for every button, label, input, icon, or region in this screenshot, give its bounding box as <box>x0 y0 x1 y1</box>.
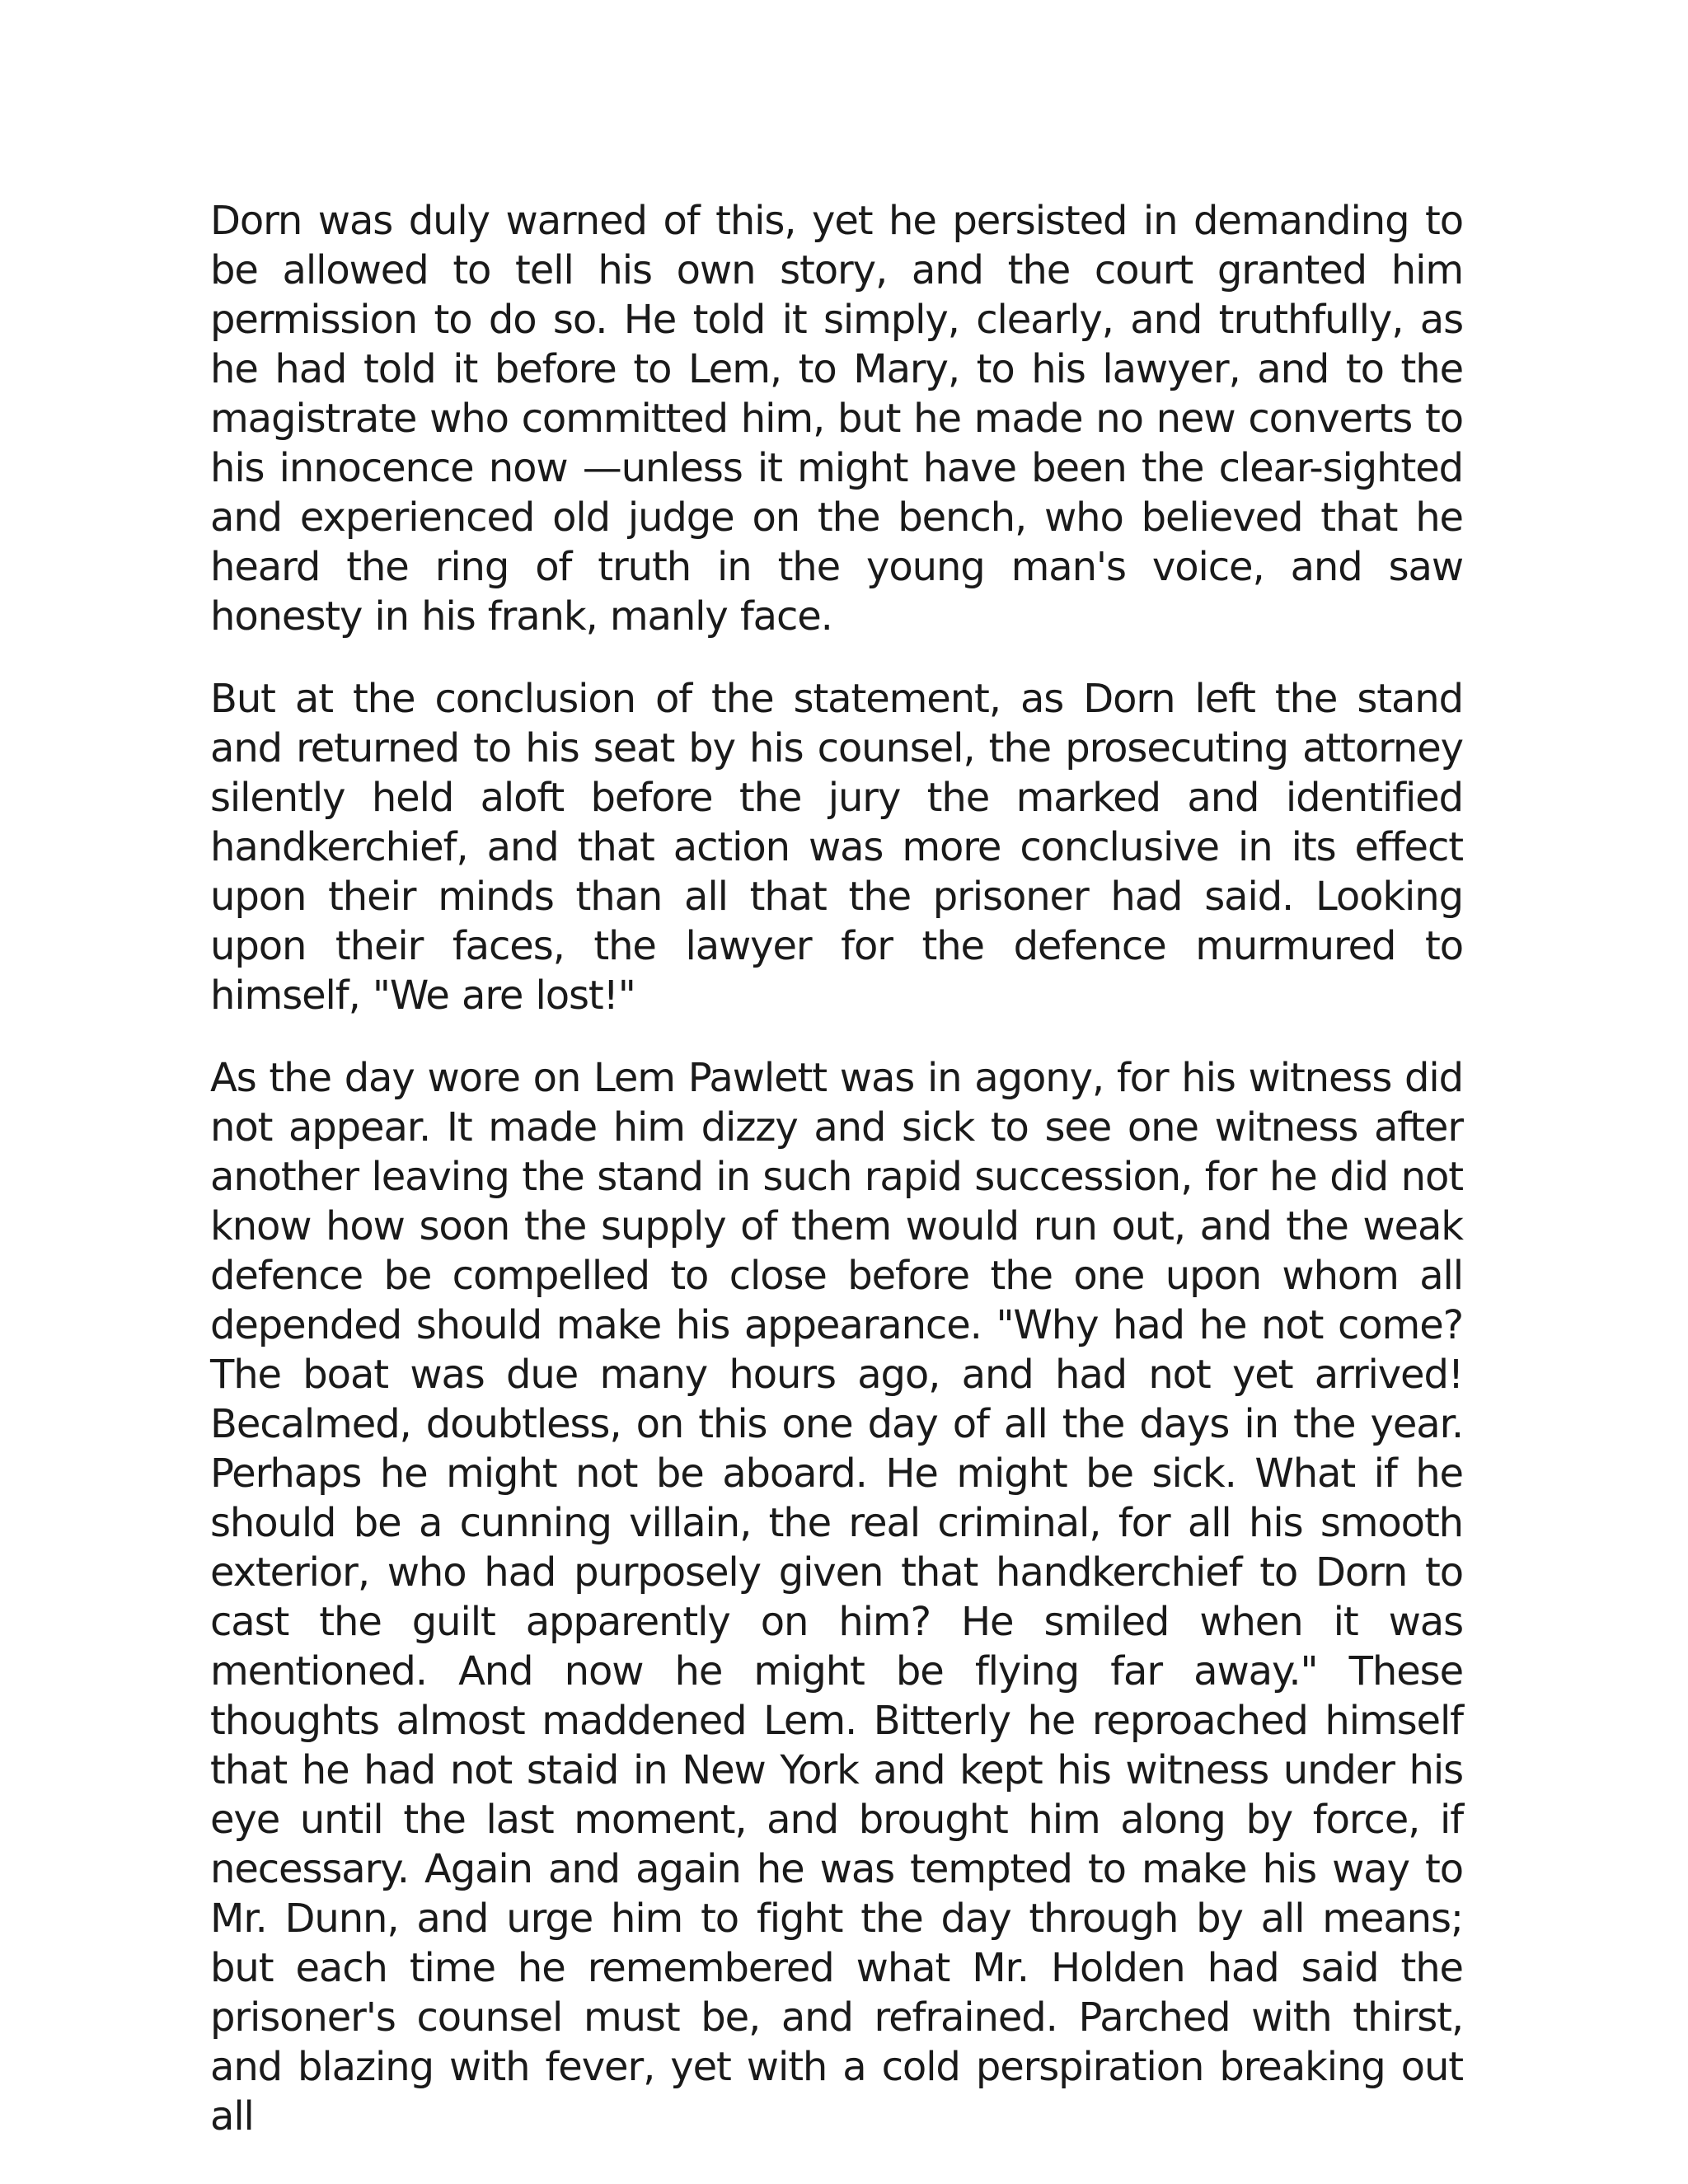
paragraph-2: But at the conclusion of the statement, as Dorn left the stand and returned to his seat by his counsel, the prosecuting attorney silently held aloft before the jury the marked and identified handkerchief, and that action was more conclusive in its effect upon their minds than all that the prisoner had said. Looking upon their faces, the lawyer for the defence murmured to himself, "We are lost!" <box>210 676 1463 1019</box>
paragraph-3: As the day wore on Lem Pawlett was in agony, for his witness did not appear. It made him dizzy and sick to see one witness after another leaving the stand in such rapid succession, for he did not know how soon the supply of them would run out, and the weak defence be compelled to close before the one upon whom all depended should make his appearance. "Why had he not come? The boat was due many hours ago, and had not yet arrived! Becalmed, doubtless, on this one day of all the days in the year. Perhaps he might not be aboard. He might be sick. What if he should be a cunning villain, the real criminal, for all his smooth exterior, who had purposely given that handkerchief to Dorn to cast the guilt apparently on him? He smiled when it was mentioned. And now he might be flying far away." These thoughts almost maddened Lem. Bitterly he reproached himself that he had not staid in New York and kept his witness under his eye until the last moment, and brought him along by force, if necessary. Again and again he was tempted to make his way to Mr. Dunn, and urge him to fight the day through by all means; but each time he remembered what Mr. Holden had said the prisoner's counsel must be, and refrained. Parched with thirst, and blazing with fever, yet with a cold perspiration breaking out all <box>210 1055 1463 2139</box>
page-body <box>210 196 1463 2141</box>
paragraph-1: Dorn was duly warned of this, yet he persisted in demanding to be allowed to tell his own story, and the court granted him permission to do so. He told it simply, clearly, and truthfully, as he had told it before to Lem, to Mary, to his lawyer, and to the magistrate who committed him, but he made no new converts to his innocence now —unless it might have been the clear-sighted and experienced old judge on the bench, who believed that he heard the ring of truth in the young man's voice, and saw honesty in his frank, manly face. <box>210 198 1463 640</box>
